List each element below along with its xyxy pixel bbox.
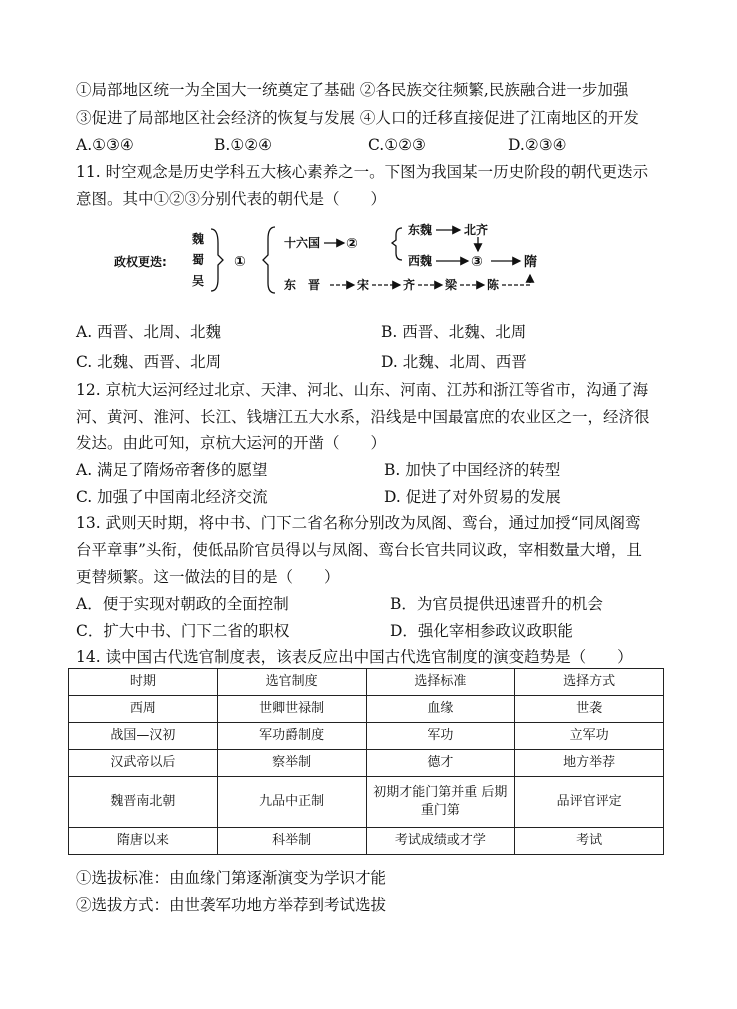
- table-cell: 世袭: [515, 696, 664, 723]
- q11-stem-line2: 意图。其中①②③分别代表的朝代是（ ）: [76, 190, 387, 208]
- table-cell: 战国—汉初: [69, 723, 218, 750]
- q12-option-c: C. 加强了中国南北经济交流: [76, 488, 268, 506]
- table-cell: 德才: [366, 750, 515, 777]
- q11-stem-line1: 11. 时空观念是历史学科五大核心素养之一。下图为我国某一历史阶段的朝代更迭示: [76, 163, 649, 181]
- eastern-jin: 东 晋: [284, 278, 321, 292]
- q10-option-c: C.①②③: [368, 136, 426, 154]
- table-cell: 世卿世禄制: [217, 696, 366, 723]
- table-row: [69, 696, 664, 723]
- q12-stem-line3: 发达。由此可知，京杭大运河的开凿（ ）: [76, 434, 387, 452]
- song: 宋: [357, 278, 370, 292]
- split-brace: [392, 228, 402, 260]
- west-wei: 西魏: [408, 254, 433, 268]
- table-header-cell: 时期: [69, 669, 218, 696]
- table-cell: 科举制: [217, 828, 366, 855]
- qi: 齐: [403, 278, 416, 292]
- table-header-cell: 选择方式: [515, 669, 664, 696]
- table-cell: 九品中正制: [217, 777, 366, 828]
- kingdom-wei: 魏: [192, 232, 205, 246]
- diagram-label: 政权更迭:: [114, 255, 167, 269]
- table-cell: 察举制: [217, 750, 366, 777]
- table-row: [69, 723, 664, 750]
- table-header-cell: 选官制度: [217, 669, 366, 696]
- east-wei: 东魏: [408, 223, 433, 237]
- q10-option-b: B.①②④: [214, 136, 273, 154]
- table-cell: 考试成绩或才学: [366, 828, 515, 855]
- q10-statements-line1: ①局部地区统一为全国大一统奠定了基础 ②各民族交往频繁,民族融合进一步加强: [76, 81, 629, 99]
- table-cell: 血缘: [366, 696, 515, 723]
- q14-conclusion-2: ②选拔方式：由世袭军功地方举荐到考试选拔: [76, 896, 387, 914]
- table-cell: 军功爵制度: [217, 723, 366, 750]
- q14-conclusion-1: ①选拔标准：由血缘门第逐渐演变为学识才能: [76, 869, 387, 887]
- table-header-row: [69, 669, 664, 696]
- kingdoms-brace: [211, 229, 223, 291]
- q12-stem-line2: 河、黄河、淮河、长江、钱塘江五大水系，沿线是中国最富庶的农业区之一，经济很: [76, 408, 650, 426]
- q13-stem-line3: 更替频繁。这一做法的目的是（ ）: [76, 568, 340, 586]
- table-cell: 地方举荐: [515, 750, 664, 777]
- north-qi: 北齐: [464, 223, 489, 237]
- q12-option-a: A. 满足了隋炀帝奢侈的愿望: [76, 461, 268, 479]
- table-cell: 品评官评定: [515, 777, 664, 828]
- table-cell: 立军功: [515, 723, 664, 750]
- table-row: [69, 750, 664, 777]
- circle-1: ①: [234, 254, 246, 270]
- table-cell: 考试: [515, 828, 664, 855]
- chen: 陈: [487, 278, 500, 292]
- liang: 梁: [445, 278, 458, 292]
- q10-option-d: D.②③④: [508, 136, 567, 154]
- q11-option-a: A. 西晋、北周、北魏: [76, 323, 222, 341]
- kingdom-wu: 吴: [192, 274, 205, 288]
- table-cell: 隋唐以来: [69, 828, 218, 855]
- q11-option-c: C. 北魏、西晋、北周: [76, 353, 222, 371]
- circle-3: ③: [471, 254, 483, 270]
- kingdom-shu: 蜀: [192, 253, 205, 267]
- table-row: [69, 777, 664, 828]
- q13-option-a: A．便于实现对朝政的全面控制: [76, 595, 289, 613]
- circle-2: ②: [346, 236, 358, 252]
- main-brace: [263, 227, 275, 293]
- selection-system-table: [68, 668, 664, 855]
- q11-option-d: D. 北魏、北周、西晋: [381, 353, 527, 371]
- table-cell: 初期才能门第并重 后期重门第: [366, 777, 515, 828]
- table-cell: 汉武帝以后: [69, 750, 218, 777]
- q13-option-d: D．强化宰相参政议政职能: [390, 622, 573, 640]
- q13-option-b: B．为官员提供迅速晋升的机会: [390, 595, 603, 613]
- q11-option-b: B. 西晋、北魏、北周: [381, 323, 527, 341]
- table-cell: 军功: [366, 723, 515, 750]
- table-row: [69, 828, 664, 855]
- q13-stem-line1: 13. 武则天时期，将中书、门下二省名称分别改为凤阁、鸾台，通过加授“同凤阁鸾: [76, 514, 641, 532]
- q14-stem: 14. 读中国古代选官制度表，该表反应出中国古代选官制度的演变趋势是（ ）: [76, 648, 633, 666]
- sixteen-kingdoms: 十六国: [284, 236, 321, 250]
- q12-stem-line1: 12. 京杭大运河经过北京、天津、河北、山东、河南、江苏和浙江等省市，沟通了海: [76, 381, 649, 399]
- table-header-cell: 选择标准: [366, 669, 515, 696]
- table-cell: 魏晋南北朝: [69, 777, 218, 828]
- diagram-canvas: [110, 223, 550, 295]
- table-cell: 西周: [69, 696, 218, 723]
- sui: 隋: [524, 255, 538, 270]
- q12-option-b: B. 加快了中国经济的转型: [384, 461, 561, 479]
- q13-option-c: C．扩大中书、门下二省的职权: [76, 622, 290, 640]
- q13-stem-line2: 台平章事”头衔，使低品阶官员得以与凤阁、鸾台长官共同议政，宰相数量大增，且: [76, 541, 642, 559]
- q10-option-a: A.①③④: [76, 136, 134, 154]
- q10-statements-line2: ③促进了局部地区社会经济的恢复与发展 ④人口的迁移直接促进了江南地区的开发: [76, 109, 639, 127]
- arrow-chen-to-sui: [502, 275, 530, 285]
- dynasty-succession-diagram: [110, 223, 550, 295]
- q12-option-d: D. 促进了对外贸易的发展: [384, 488, 561, 506]
